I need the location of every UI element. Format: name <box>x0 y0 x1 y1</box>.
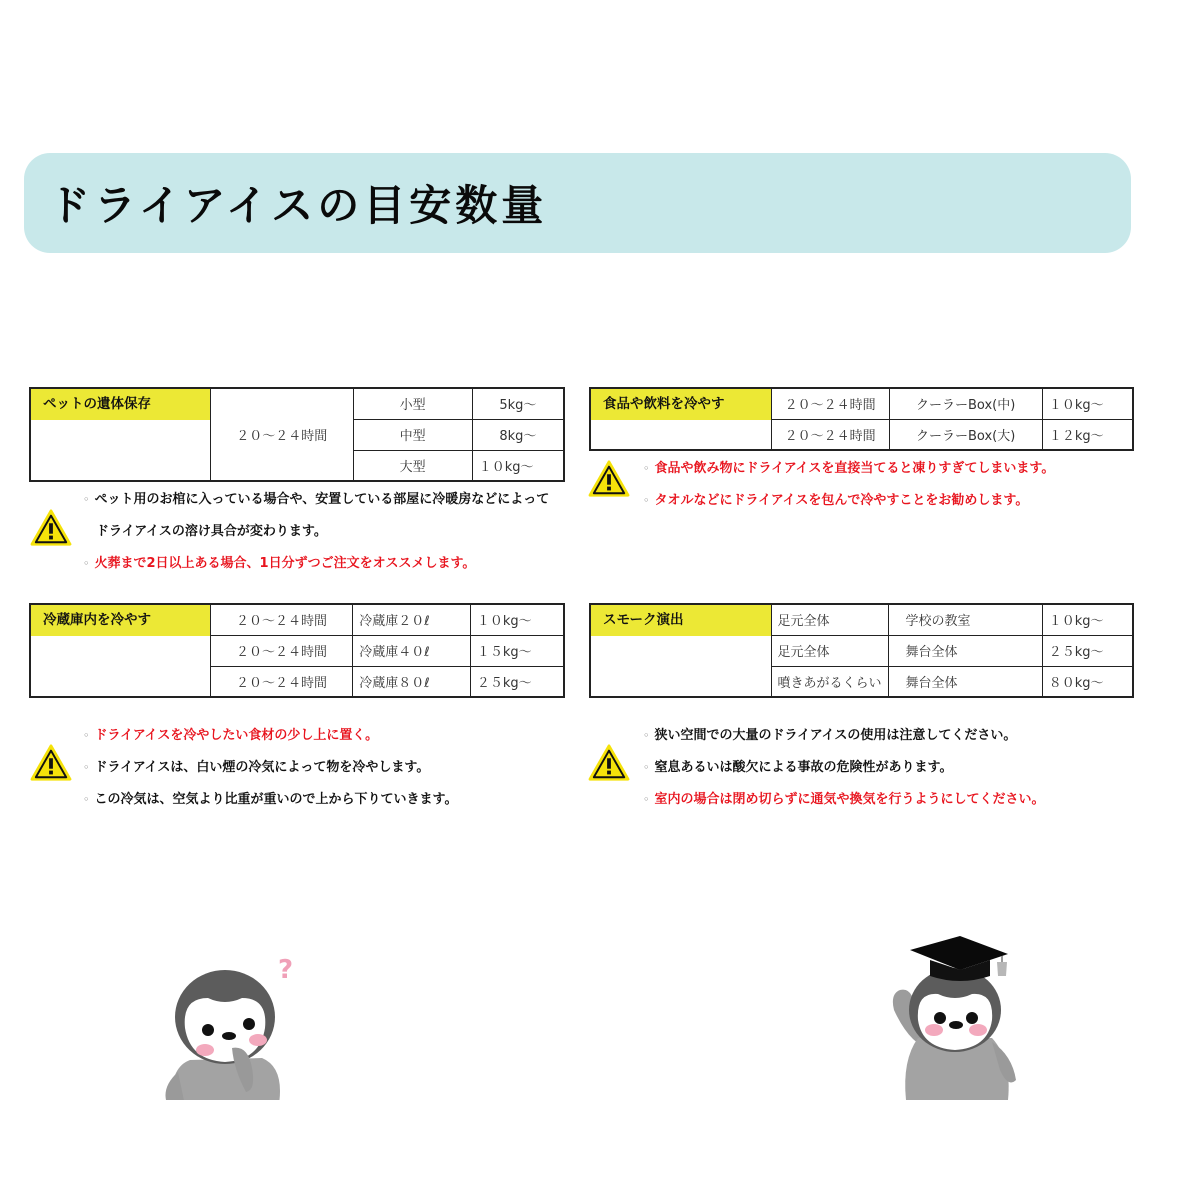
pet-table <box>29 387 565 482</box>
penguin-body <box>171 1058 280 1100</box>
duration-cell: ２０～２４時間 <box>210 604 353 635</box>
note-text-warning: ◦ ドライアイスを冷やしたい食材の少し上に置く。 <box>83 728 379 743</box>
duration-cell: ２０～２４時間 <box>210 666 353 697</box>
amount-cell: １０kg～ <box>1042 388 1133 419</box>
table-row <box>30 388 564 419</box>
title-banner <box>24 153 1131 253</box>
warning-icon <box>588 460 630 498</box>
amount-cell: １２kg～ <box>1042 419 1133 450</box>
table-row <box>590 604 1133 635</box>
note-text: ◦ この冷気は、空気より比重が重いので上から下りていきます。 <box>83 792 458 807</box>
warning-icon <box>30 744 72 782</box>
bullet: ◦ <box>83 493 90 506</box>
amount-cell: ８０kg～ <box>1042 666 1133 697</box>
duration-cell: ２０～２４時間 <box>771 419 889 450</box>
page-title: ドライアイスの目安数量 <box>48 181 548 230</box>
duration-cell: ２０～２４時間 <box>771 388 889 419</box>
category-label: 食品や飲料を冷やす <box>591 389 771 420</box>
amount-cell: １０kg～ <box>470 604 564 635</box>
category-cell <box>30 604 210 697</box>
category-label: ペットの遺体保存 <box>31 389 210 420</box>
note-text: ◦ 狭い空間での大量のドライアイスの使用は注意してください。 <box>643 728 1017 743</box>
effect-cell: 噴きあがるくらい <box>771 666 889 697</box>
bullet: ◦ <box>643 793 650 806</box>
bullet: ◦ <box>643 462 650 475</box>
amount-cell: １５kg～ <box>470 635 564 666</box>
bullet: ◦ <box>83 557 90 570</box>
note-text: ドライアイスの溶け具合が変わります。 <box>96 524 327 539</box>
note-text: ◦ ペット用のお棺に入っている場合や、安置している部屋に冷暖房などによって <box>83 492 550 507</box>
capacity-cell: 冷蔵庫２０ℓ <box>353 604 471 635</box>
penguin-thinking-illustration <box>150 950 320 1100</box>
note-text-warning: ◦ 食品や飲み物にドライアイスを直接当てると凍りすぎてしまいます。 <box>643 461 1055 476</box>
category-cell <box>30 388 210 481</box>
amount-cell: １０kg～ <box>1042 604 1133 635</box>
effect-cell: 足元全体 <box>771 604 889 635</box>
size-cell: 小型 <box>353 388 472 419</box>
note-text-warning: ◦ 室内の場合は閉め切らずに通気や換気を行うようにしてください。 <box>643 792 1045 807</box>
duration-cell: ２０～２４時間 <box>210 388 353 481</box>
amount-cell: 5kg～ <box>472 388 564 419</box>
category-label: スモーク演出 <box>591 605 771 636</box>
bullet: ◦ <box>83 761 90 774</box>
question-mark-icon: ? <box>278 955 294 985</box>
amount-cell: 8kg～ <box>472 419 564 450</box>
bullet: ◦ <box>643 761 650 774</box>
food-table <box>589 387 1134 451</box>
place-cell: 舞台全体 <box>889 666 1042 697</box>
category-cell <box>590 388 771 450</box>
capacity-cell: 冷蔵庫８０ℓ <box>353 666 471 697</box>
amount-cell: ２５kg～ <box>1042 635 1133 666</box>
table-row <box>30 604 564 635</box>
duration-cell: ２０～２４時間 <box>210 635 353 666</box>
note-text: ◦ 窒息あるいは酸欠による事故の危険性があります。 <box>643 760 953 775</box>
place-cell: 舞台全体 <box>889 635 1042 666</box>
note-text: ◦ ドライアイスは、白い煙の冷気によって物を冷やします。 <box>83 760 430 775</box>
penguin-graduate-illustration <box>880 930 1030 1100</box>
note-text-warning: ◦ 火葬まで2日以上ある場合、1日分ずつご注文をオススメします。 <box>83 556 476 571</box>
place-cell: 学校の教室 <box>889 604 1042 635</box>
graduation-cap-icon <box>910 936 1008 981</box>
category-label: 冷蔵庫内を冷やす <box>31 605 210 636</box>
capacity-cell: 冷蔵庫４０ℓ <box>353 635 471 666</box>
container-cell: クーラーBox(中) <box>889 388 1042 419</box>
smoke-table <box>589 603 1134 698</box>
bullet: ◦ <box>83 729 90 742</box>
bullet: ◦ <box>643 729 650 742</box>
amount-cell: ２５kg～ <box>470 666 564 697</box>
bullet: ◦ <box>643 494 650 507</box>
category-cell <box>590 604 771 697</box>
warning-icon <box>588 744 630 782</box>
note-text-warning: ◦ タオルなどにドライアイスを包んで冷やすことをお勧めします。 <box>643 493 1029 508</box>
amount-cell: １０kg～ <box>472 450 564 481</box>
bullet: ◦ <box>83 793 90 806</box>
size-cell: 中型 <box>353 419 472 450</box>
fridge-table <box>29 603 565 698</box>
size-cell: 大型 <box>353 450 472 481</box>
container-cell: クーラーBox(大) <box>889 419 1042 450</box>
warning-icon <box>30 509 72 547</box>
table-row <box>590 388 1133 419</box>
effect-cell: 足元全体 <box>771 635 889 666</box>
